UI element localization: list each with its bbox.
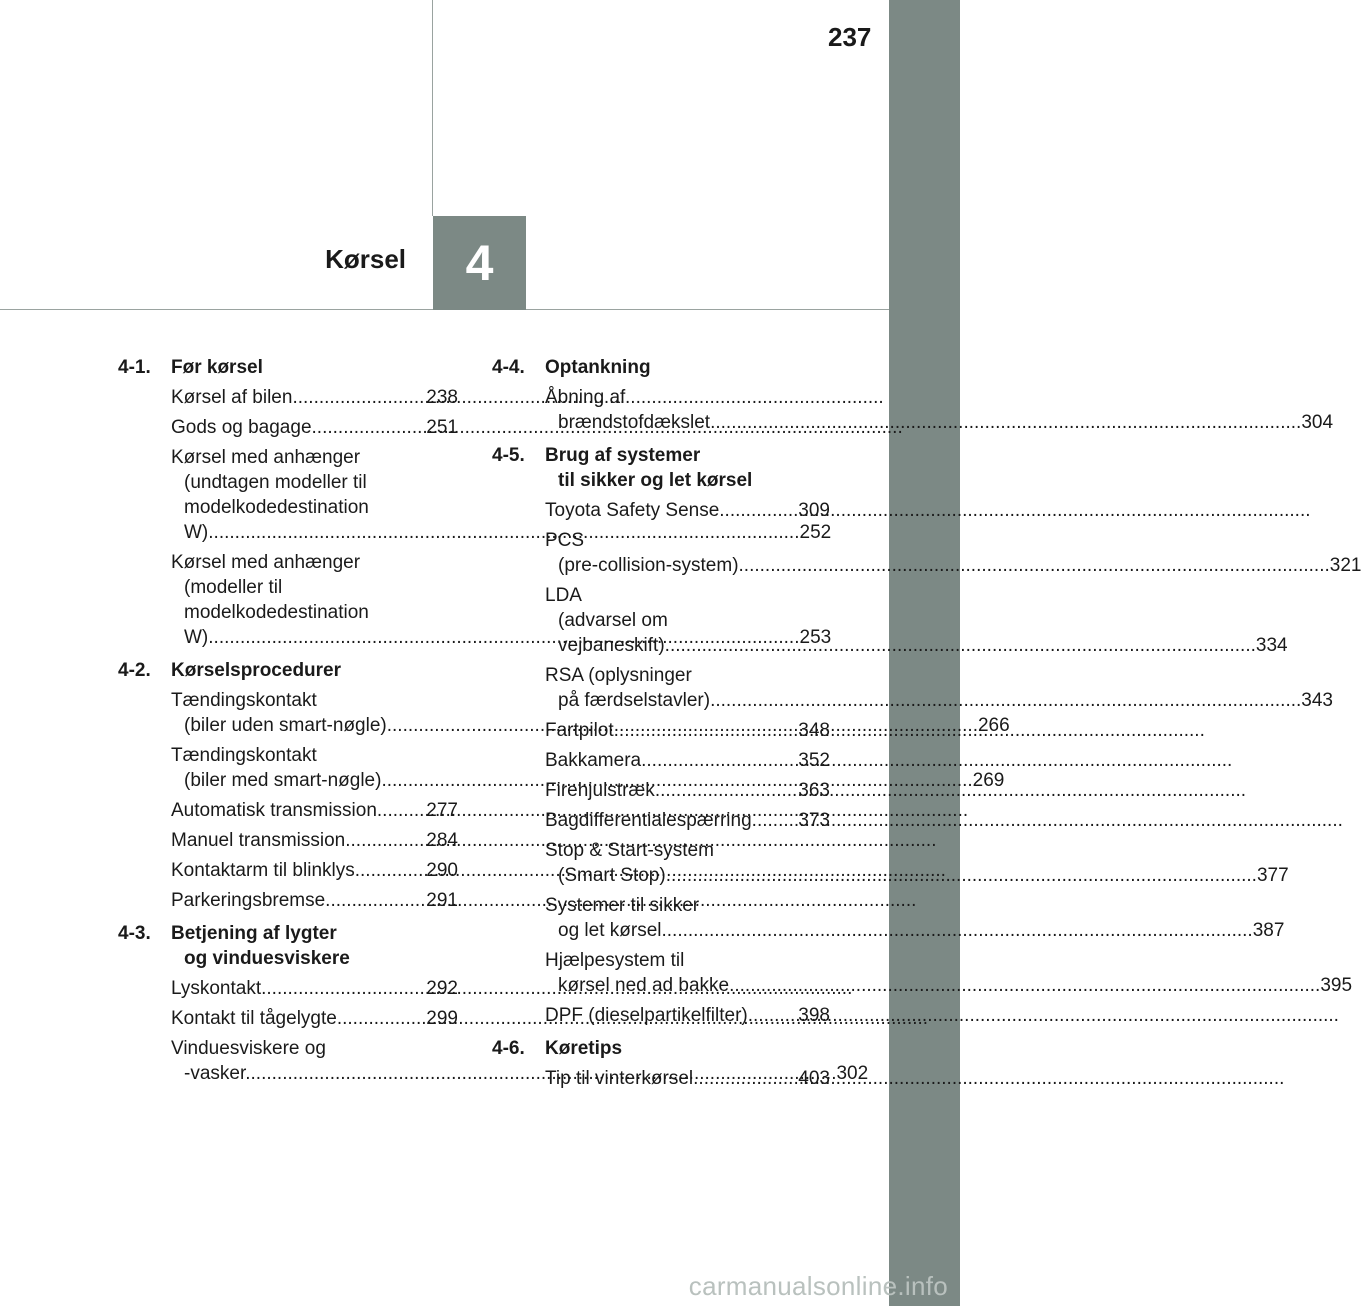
entry-label: (biler uden smart-nøgle): [184, 715, 387, 736]
entry-page: 269: [972, 770, 1005, 791]
toc-entry[interactable]: [545, 893, 1285, 943]
section-number: 4-3.: [118, 923, 151, 944]
section-heading[interactable]: [118, 658, 458, 683]
leader-dots: [752, 808, 799, 833]
toc-entry[interactable]: [171, 976, 458, 1001]
entry-page: 292: [426, 978, 458, 999]
entry-page: 403: [798, 1068, 830, 1089]
leader-dots: [655, 778, 798, 803]
entry-page: 373: [798, 810, 830, 831]
leader-dots: [312, 415, 427, 440]
page-number: 237: [828, 22, 872, 52]
toc-section-4-6: [492, 1036, 830, 1091]
entry-label: Bagdifferentialespærring: [545, 810, 752, 831]
toc-entry[interactable]: [545, 663, 1333, 713]
entry-page: 321: [1329, 555, 1361, 576]
entry-page: 387: [1252, 920, 1285, 941]
leader-dots: [614, 718, 799, 743]
section-heading[interactable]: [118, 355, 458, 380]
entry-label-line: (modeller til: [184, 577, 283, 598]
entry-label-line: (advarsel om: [558, 610, 668, 631]
entry-label: brændstofdækslet: [558, 412, 711, 433]
section-title: [545, 443, 830, 493]
entry-label: (pre-collision-system): [558, 555, 739, 576]
entry-page: 277: [426, 800, 458, 821]
chapter-number-tab: [433, 216, 526, 310]
leader-dots: [292, 385, 426, 410]
entry-label-line: LDA: [545, 585, 582, 606]
leader-dots: [377, 798, 426, 823]
entry-label-line: Kørsel med anhænger: [171, 447, 361, 468]
section-number: 4-5.: [492, 445, 525, 466]
entry-page: 251: [426, 417, 458, 438]
toc-entry[interactable]: [545, 778, 830, 803]
entry-page: 299: [426, 1008, 458, 1029]
toc-entry[interactable]: [545, 808, 830, 833]
entry-label: -vasker: [184, 1063, 246, 1084]
entry-page: 304: [1301, 412, 1334, 433]
entry-label: vejbaneskift): [558, 635, 665, 656]
section-number: 4-6.: [492, 1038, 525, 1059]
entry-page: 398: [798, 1005, 830, 1026]
entry-page: 348: [798, 720, 830, 741]
entry-page: 290: [426, 860, 458, 881]
entry-label: Manuel transmission: [171, 830, 346, 851]
entry-page: 252: [799, 522, 832, 543]
toc-entry[interactable]: [545, 1003, 830, 1028]
section-number: 4-1.: [118, 357, 151, 378]
entry-label-line: RSA (oplysninger: [545, 665, 692, 686]
leader-dots: [345, 828, 426, 853]
section-heading[interactable]: [118, 921, 458, 971]
leader-dots: [710, 690, 1301, 711]
toc-entry[interactable]: [545, 528, 1361, 578]
entry-label-line: (undtagen modeller til: [184, 472, 367, 493]
entry-label-line: Stop & Start-system: [545, 840, 714, 861]
entry-page: 309: [798, 500, 830, 521]
toc-entry[interactable]: [545, 583, 1288, 658]
entry-label: Fartpilot: [545, 720, 614, 741]
entry-label-line: Tændingskontakt: [171, 690, 317, 711]
entry-label: Toyota Safety Sense: [545, 500, 720, 521]
entry-label-line: PCS: [545, 530, 585, 551]
entry-label: Lyskontakt: [171, 978, 262, 999]
toc-entry[interactable]: [545, 948, 1353, 998]
toc-entry[interactable]: [171, 385, 458, 410]
entry-label-line: modelkodedestination: [184, 602, 369, 623]
section-number: 4-4.: [492, 357, 525, 378]
entry-label: Firehjulstræk: [545, 780, 655, 801]
entry-page: 334: [1255, 635, 1288, 656]
entry-label: kørsel ned ad bakke: [558, 975, 730, 996]
toc-entry[interactable]: [545, 1066, 830, 1091]
toc-entry[interactable]: [545, 838, 1289, 888]
entry-page: 377: [1256, 865, 1289, 886]
leader-dots: [261, 976, 426, 1001]
leader-dots: [748, 1003, 799, 1028]
entry-label-line: Kørsel med anhænger: [171, 552, 361, 573]
entry-page: 395: [1320, 975, 1353, 996]
entry-page: 253: [799, 627, 832, 648]
entry-label: og let kørsel: [558, 920, 662, 941]
leader-dots: [666, 865, 1257, 886]
entry-page: 266: [977, 715, 1010, 736]
section-title: Før kørsel: [171, 357, 263, 378]
section-heading[interactable]: [492, 1036, 830, 1061]
entry-label: Kontakt til tågelygte: [171, 1008, 337, 1029]
section-title-line: Brug af systemer: [545, 445, 701, 466]
leader-dots: [661, 920, 1252, 941]
toc-entry[interactable]: [545, 718, 830, 743]
watermark: carmanualsonline.info: [688, 1271, 948, 1301]
vertical-rule: [432, 0, 433, 216]
leader-dots: [355, 858, 427, 883]
toc-section-4-4: [492, 355, 1334, 435]
toc-entry[interactable]: [171, 415, 458, 440]
entry-label: Parkeringsbremse: [171, 890, 326, 911]
toc-entry[interactable]: [545, 748, 830, 773]
toc-entry[interactable]: [171, 1006, 458, 1031]
section-title: Optankning: [545, 357, 651, 378]
entry-page: 238: [426, 387, 458, 408]
entry-label: Gods og bagage: [171, 417, 312, 438]
entry-label: Kontaktarm til blinklys: [171, 860, 355, 881]
toc-entry[interactable]: [171, 888, 458, 913]
entry-label: DPF (dieselpartikelfilter): [545, 1005, 748, 1026]
entry-label: Tip til vinterkørsel: [545, 1068, 694, 1089]
entry-page: 302: [836, 1063, 869, 1084]
section-number: 4-2.: [118, 660, 151, 681]
leader-dots: [710, 412, 1301, 433]
entry-page: 291: [426, 890, 458, 911]
entry-page: 352: [798, 750, 830, 771]
leader-dots: [729, 975, 1320, 996]
toc-entry[interactable]: [171, 798, 458, 823]
leader-dots: [693, 1066, 798, 1091]
entry-label-line: modelkodedestination: [184, 497, 369, 518]
leader-dots: [337, 1006, 426, 1031]
entry-page: 343: [1301, 690, 1333, 711]
toc-entry[interactable]: [545, 498, 830, 523]
entry-label-line: Tændingskontakt: [171, 745, 317, 766]
entry-label: (Smart Stop): [558, 865, 666, 886]
chapter-title: Kørsel: [325, 244, 406, 274]
entry-page: 363: [798, 780, 830, 801]
leader-dots: [665, 635, 1256, 656]
chapter-number: 4: [465, 235, 494, 291]
entry-label: Bakkamera: [545, 750, 642, 771]
leader-dots: [719, 498, 798, 523]
entry-page: 284: [426, 830, 458, 851]
leader-dots: [739, 555, 1330, 576]
entry-label: W): [184, 522, 209, 543]
section-title-line: og vinduesviskere: [184, 948, 350, 969]
leader-dots: [641, 748, 798, 773]
toc-entry[interactable]: [171, 828, 458, 853]
entry-label: W): [184, 627, 209, 648]
entry-label-line: Hjælpesystem til: [545, 950, 685, 971]
entry-label: på færdselstavler): [558, 690, 711, 711]
toc-entry[interactable]: [545, 385, 1334, 435]
entry-label: Kørsel af bilen: [171, 387, 293, 408]
entry-label-line: Åbning af: [545, 387, 626, 408]
section-title: Kørselsprocedurer: [171, 660, 342, 681]
entry-label: Automatisk transmission: [171, 800, 377, 821]
section-title: Køretips: [545, 1038, 623, 1059]
section-heading[interactable]: [492, 355, 830, 380]
section-title: [171, 921, 458, 971]
section-title-line: til sikker og let kørsel: [558, 470, 753, 491]
entry-label: (biler med smart-nøgle): [184, 770, 382, 791]
toc-entry[interactable]: [171, 858, 458, 883]
section-heading[interactable]: [492, 443, 830, 493]
entry-label-line: Systemer til sikker: [545, 895, 700, 916]
section-title-line: Betjening af lygter: [171, 923, 337, 944]
entry-label-line: Vinduesviskere og: [171, 1038, 326, 1059]
leader-dots: [325, 888, 426, 913]
